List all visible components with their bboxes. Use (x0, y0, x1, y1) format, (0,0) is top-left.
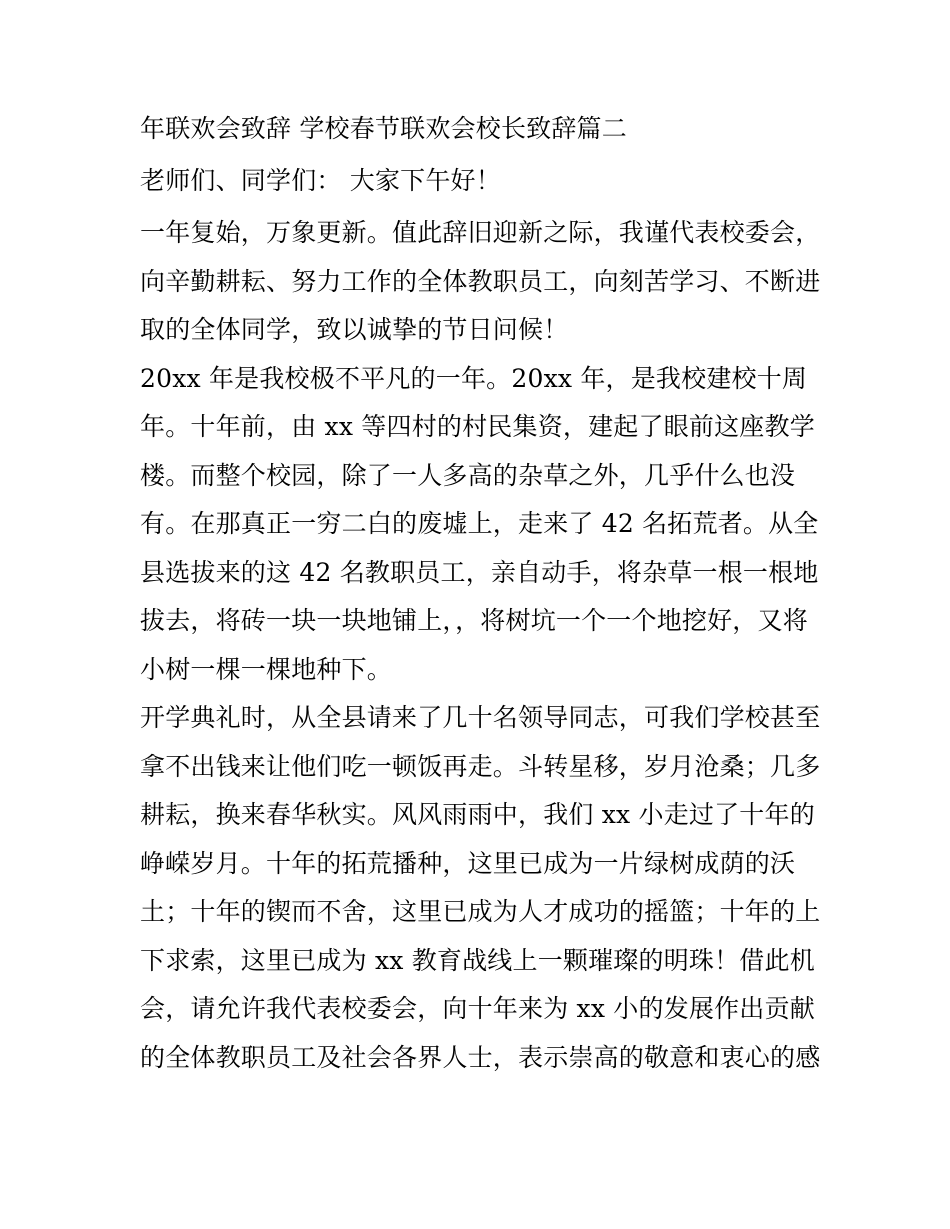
text-line-14: 拿不出钱来让他们吃一顿饭再走。斗转星移，岁月沧桑；几多 (140, 751, 821, 781)
text-line-6: 20xx 年是我校极不平凡的一年。20xx 年，是我校建校十周 (140, 363, 808, 393)
text-line-12: 小树一棵一棵地种下。 (140, 654, 393, 684)
document-title: 年联欢会致辞 学校春节联欢会校长致辞篇二 (140, 114, 627, 143)
text-line-10: 县选拔来的这 42 名教职员工，亲自动手，将杂草一根一根地 (140, 557, 819, 587)
text-line-19: 会，请允许我代表校委会，向十年来为 xx 小的发展作出贡献 (140, 994, 815, 1023)
text-line-5: 取的全体同学，致以诚挚的节日问候！ (140, 315, 569, 344)
text-line-20: 的全体教职员工及社会各界人士，表示崇高的敬意和衷心的感 (140, 1042, 821, 1072)
greeting-line: 老师们、同学们： 大家下午好！ (140, 166, 501, 195)
text-line-9: 有。在那真正一穷二白的废墟上，走来了 42 名拓荒者。从全 (140, 509, 819, 538)
text-line-4: 向辛勤耕耘、努力工作的全体教职员工，向刻苦学习、不断进 (140, 266, 821, 296)
text-line-15: 耕耘，换来春华秋实。风风雨雨中，我们 xx 小走过了十年的 (140, 800, 815, 829)
text-line-17: 土；十年的锲而不舍，这里已成为人才成功的摇篮；十年的上 (140, 897, 821, 926)
text-line-7: 年。十年前，由 xx 等四村的村民集资，建起了眼前这座教学 (140, 412, 815, 441)
text-line-16: 峥嵘岁月。十年的拓荒播种，这里已成为一片绿树成荫的沃 (140, 848, 796, 878)
text-line-3: 一年复始，万象更新。值此辞旧迎新之际，我谨代表校委会， (140, 218, 821, 247)
text-line-13: 开学典礼时，从全县请来了几十名领导同志，可我们学校甚至 (140, 703, 821, 732)
document-body (140, 105, 830, 1082)
text-line-8: 楼。而整个校园，除了一人多高的杂草之外，几乎什么也没 (140, 460, 796, 490)
text-line-11: 拔去，将砖一块一块地铺上，，将树坑一个一个地挖好，又将 (140, 606, 808, 635)
text-line-18: 下求索，这里已成为 xx 教育战线上一颗璀璨的明珠！借此机 (140, 945, 815, 975)
